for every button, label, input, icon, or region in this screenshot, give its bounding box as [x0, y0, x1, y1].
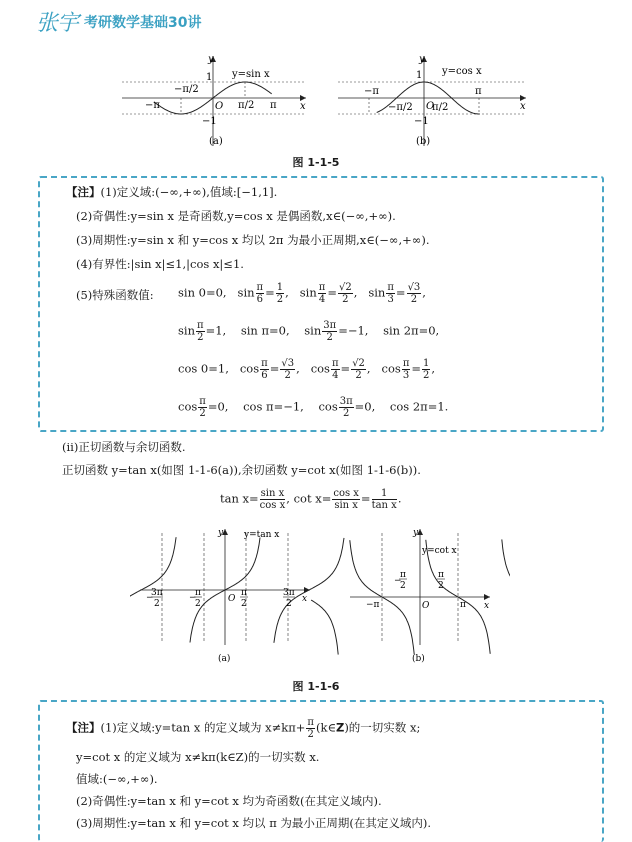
special-values-row2: sin $\frac{\pi}{2}$ =1, sin π=0, sin $\frac{3\pi}{2}$ =−1, sin 2π=0, [178, 320, 440, 343]
tan-graph [130, 528, 344, 664]
cos-label: y=cos x [442, 66, 482, 77]
special-values-row3: cos 0=1, cos $\frac{\pi}{6}$ = $\frac{√3}{2}$ , cos $\frac{\pi}{4}$ = $\frac{√2}{2}$ , cos $\frac{\pi}{3}$ = $\frac{1}{2}$ , [178, 358, 436, 381]
cos-one: 1 [416, 70, 423, 81]
sin-sub-caption: (a) [209, 136, 223, 147]
tan-t4-num: 3π [283, 588, 295, 598]
sin-tick-neg-half-pi: −π/2 [174, 84, 199, 95]
cot-y-axis-label: y [413, 528, 419, 538]
cot-minus: − [394, 576, 402, 586]
sin-origin: O [215, 101, 224, 112]
tan-x-axis-label: x [302, 594, 308, 604]
tan-t1-num: 3π [151, 588, 163, 598]
tan-t3-den: 2 [241, 599, 247, 609]
sin-one: 1 [206, 72, 213, 83]
cos-x-axis-label: x [520, 101, 526, 112]
tan-minus-2: − [189, 593, 197, 603]
cot-tneg-num: π [400, 570, 406, 580]
sin-graph [122, 54, 306, 147]
note2-line5: (3)周期性:y=tan x 和 y=cot x 均以 π 为最小正周期(在其定义域内). [76, 816, 432, 830]
cot-tpos-den: 2 [438, 581, 444, 591]
note1-line3: (3)周期性:y=sin x 和 y=cos x 均以 2π 为最小正周期,x∈(−∞,+∞). [76, 233, 430, 247]
figure-1-1-5-caption: 图 1-1-5 [292, 156, 340, 169]
sin-tick-pi: π [270, 100, 277, 111]
cos-graph [338, 54, 526, 147]
figure-1-1-6 [130, 525, 510, 670]
figure-1-1-6-caption: 图 1-1-6 [292, 680, 340, 693]
cos-tick-neg-pi: −π [364, 86, 379, 97]
cot-sub-caption: (b) [412, 654, 425, 664]
cot-tpos-num: π [438, 570, 444, 580]
note2-line3: 值域:(−∞,+∞). [76, 772, 158, 786]
note2-tag: 【注】 [66, 720, 101, 735]
tan-minus-1: − [146, 593, 154, 603]
sin-tick-neg-pi: −π [145, 100, 160, 111]
author-logo: 张宇 [36, 11, 79, 36]
figure-1-1-5 [110, 52, 530, 152]
cot-label: y=cot x [422, 546, 457, 556]
sin-x-axis-label: x [300, 101, 306, 112]
cos-tick-pi: π [475, 86, 482, 97]
sin-y-axis-label: y [208, 54, 214, 65]
note2-line1: 【注】(1)定义域:y=tan x 的定义域为 x≠kπ+ $\frac{\pi}{2}$ (k∈Z)的一切实数 x; [66, 717, 421, 740]
tan-t3-num: π [241, 588, 247, 598]
cot-neg-pi: −π [366, 600, 380, 610]
note1-tag: 【注】 [66, 185, 101, 199]
tan-t2-den: 2 [195, 599, 201, 609]
tan-origin: O [228, 594, 236, 604]
note1-line1: 【注】(1)定义域:(−∞,+∞),值域:[−1,1]. [66, 185, 278, 199]
section-intro: 正切函数 y=tan x(如图 1-1-6(a)),余切函数 y=cot x(如图 1-1-6(b)). [62, 463, 421, 477]
note1-line2: (2)奇偶性:y=sin x 是奇函数,y=cos x 是偶函数,x∈(−∞,+∞). [76, 209, 396, 223]
cot-x-axis-label: x [484, 601, 490, 611]
cot-origin: O [422, 601, 430, 611]
tan-y-axis-label: y [218, 528, 224, 538]
special-values-row1: sin 0=0, sin $\frac{\pi}{6}$ = $\frac{1}{2}$ , sin $\frac{\pi}{4}$ = $\frac{√2}{2}$ , sin $\frac{\pi}{3}$ = $\frac{√3}{2}$ , [178, 282, 426, 305]
sin-tick-half-pi: π/2 [238, 100, 255, 111]
tan-t4-den: 2 [286, 599, 292, 609]
cos-tick-neg-half-pi: −π/2 [388, 102, 413, 113]
sin-label: y=sin x [232, 69, 270, 80]
note2-line4: (2)奇偶性:y=tan x 和 y=cot x 均为奇函数(在其定义域内). [76, 794, 382, 808]
note1-line4: (4)有界性:|sin x|≤1,|cos x|≤1. [76, 257, 244, 271]
note1-line5-label: (5)特殊函数值: [76, 288, 154, 302]
tan-t1-den: 2 [154, 599, 160, 609]
special-values-row4: cos $\frac{\pi}{2}$ =0, cos π=−1, cos $\frac{3\pi}{2}$ =0, cos 2π=1. [178, 396, 449, 419]
cot-graph [311, 528, 510, 664]
cos-origin: O [426, 101, 435, 112]
book-title: 考研数学基础30讲 [84, 15, 202, 31]
cot-tneg-den: 2 [400, 581, 406, 591]
cot-pi: π [460, 600, 466, 610]
tan-label: y=tan x [244, 530, 280, 540]
cos-y-axis-label: y [419, 54, 425, 65]
section-heading: (ⅱ)正切函数与余切函数. [62, 440, 186, 454]
tan-cot-formula: tan x= $\frac{\text{sin x}}{\text{cos x}}$ , cot x= $\frac{\text{cos x}}{\text{sin x}}$ = $\frac{1}{\text{tan x}}$ . [220, 488, 402, 511]
cos-neg-one: −1 [414, 116, 429, 127]
note2-line2: y=cot x 的定义域为 x≠kπ(k∈Z)的一切实数 x. [76, 750, 320, 764]
tan-t2-num: π [195, 588, 201, 598]
cos-tick-half-pi: π/2 [432, 102, 449, 113]
cos-sub-caption: (b) [416, 136, 431, 147]
tan-sub-caption: (a) [218, 654, 231, 664]
sin-neg-one: −1 [202, 116, 217, 127]
